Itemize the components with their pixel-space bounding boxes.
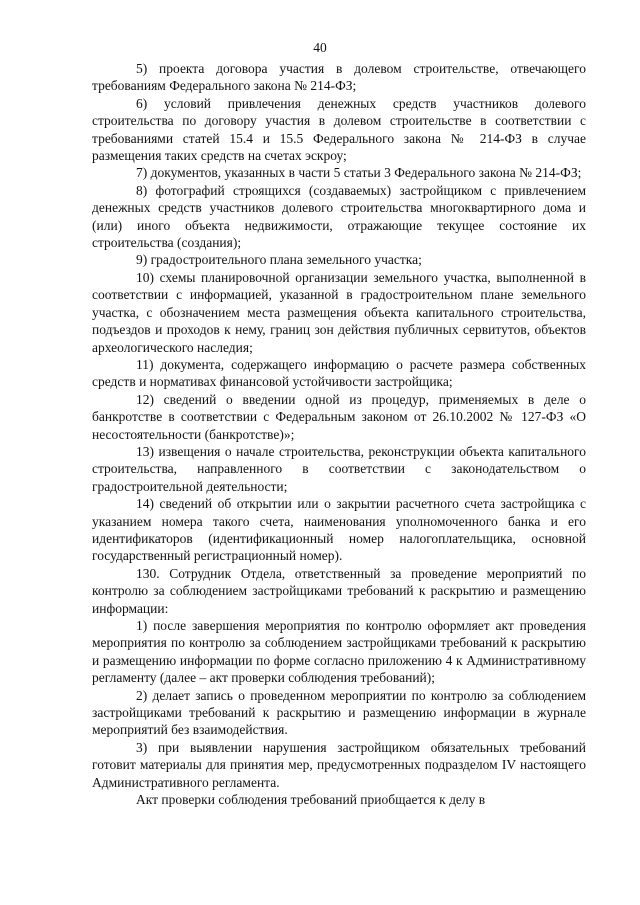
- paragraph-item-12: 12) сведений о введении одной из процедур, применяемых в деле о банкротстве в соответствии с Федеральным законом от 26.10.2002 № 127-ФЗ «О несостоятельности (банкротстве)»;: [92, 391, 586, 442]
- page-number: 40: [313, 40, 327, 55]
- paragraph-item-10: 10) схемы планировочной организации земельного участка, выполненной в соответствии с информацией, указанной в градостроительном плане земельного участка, с обозначением места размещения объекта капитального строительства, подъездов и проходов к нему, границ зон действия публичных сервитутов, объектов археологического наследия;: [92, 269, 586, 355]
- paragraph-item-14: 14) сведений об открытии или о закрытии расчетного счета застройщика с указанием номера такого счета, наименования уполномоченного банка и его идентификаторов (идентификационный номер налогоплательщика, основной государственный регистрационный номер).: [92, 496, 586, 564]
- paragraph-clause-130: 130. Сотрудник Отдела, ответственный за проведение мероприятий по контролю за соблюдением застройщиками требований к раскрытию и размещению информации:: [92, 565, 586, 616]
- paragraph-item-5: 5) проекта договора участия в долевом строительстве, отвечающего требованиям Федерального закона № 214-ФЗ;: [92, 61, 586, 94]
- paragraph-item-11: 11) документа, содержащего информацию о расчете размера собственных средств и нормативах финансовой устойчивости застройщика;: [92, 356, 586, 390]
- paragraph-item-6: 6) условий привлечения денежных средств участников долевого строительства по договору участия в долевом строительстве в соответствии с требованиями статей 15.4 и 15.5 Федерального закона № 214-ФЗ в случае размещения таких средств на счетах эскроу;: [92, 95, 586, 164]
- paragraph-item-9: 9) градостроительного плана земельного участка;: [136, 252, 422, 268]
- paragraph-item-8: 8) фотографий строящихся (создаваемых) застройщиком с привлечением денежных средств участников долевого строительства многоквартирного дома и (или) иного объекта недвижимости, отражающие текущее состояние их строительства (создания);: [92, 182, 586, 251]
- document-body: [92, 60, 586, 808]
- paragraph-act-note: Акт проверки соблюдения требований приобщается к делу в: [136, 792, 486, 808]
- paragraph-subitem-2: 2) делает запись о проведенном мероприятии по контролю за соблюдением застройщиками требований к раскрытию и размещению информации в журнале мероприятий без взаимодействия.: [92, 687, 586, 738]
- paragraph-subitem-3: 3) при выявлении нарушения застройщиком обязательных требований готовит материалы для принятия мер, предусмотренных подразделом IV настоящего Административного регламента.: [92, 739, 586, 790]
- paragraph-subitem-1: 1) после завершения мероприятия по контролю оформляет акт проведения мероприятия по контролю за соблюдением застройщиками требований к раскрытию и размещению информации по форме согласно приложению 4 к Административному регламенту (далее – акт проверки соблюдения требований);: [92, 618, 586, 686]
- paragraph-item-7: 7) документов, указанных в части 5 статьи 3 Федерального закона № 214-ФЗ;: [136, 165, 582, 181]
- paragraph-item-13: 13) извещения о начале строительства, реконструкции объекта капитального строительства, направленного в соответствии с законодательством о градостроительной деятельности;: [92, 443, 586, 494]
